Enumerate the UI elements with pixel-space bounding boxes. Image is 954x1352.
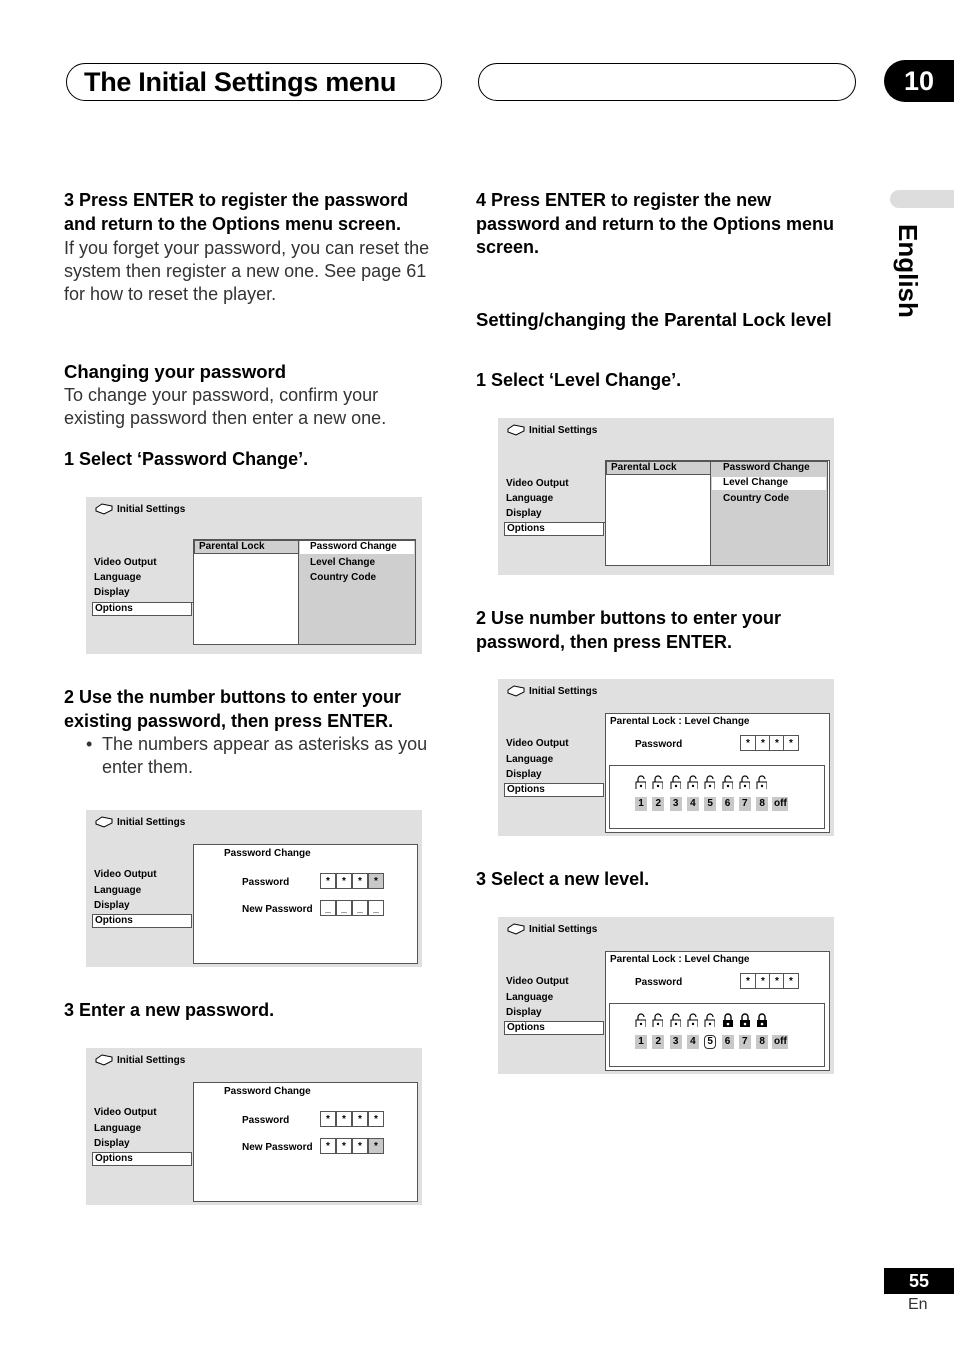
level-number[interactable]: 7 [739,1035,751,1049]
unlocked-icon [635,775,646,789]
right-step2: 2 Use number buttons to enter your password, then press ENTER. [476,608,782,652]
unlocked-icon [652,775,663,789]
osd-screen-3: Initial Settings Video Output Language Display Options Password Change Password * * * * New Password * * * * [86,1048,422,1205]
level-number[interactable]: 5 [704,1035,716,1049]
disc-icon [506,424,526,436]
side-tab [890,190,954,208]
unlocked-icon [704,775,715,789]
level-number[interactable]: off [774,1036,787,1047]
right-step3: 3 Select a new level. [476,869,650,889]
step3-body: If you forget your password, you can reset the system then register a new one. See page 61 for how to reset the player. [64,238,430,304]
changing-password-heading: Changing your password [64,361,287,382]
level-number[interactable]: 2 [652,797,664,811]
level-number[interactable]: 6 [722,797,734,811]
left-step1: 1 Select ‘Password Change’. [64,449,309,469]
unlocked-icon [722,775,733,789]
level-number[interactable]: 2 [652,1035,664,1049]
locked-icon [756,1013,767,1027]
left-step3: 3 Enter a new password. [64,1000,275,1020]
level-number[interactable]: 7 [739,797,751,811]
unlocked-icon [635,1013,646,1027]
parental-lock-heading: Setting/changing the Parental Lock level [476,309,832,330]
level-number[interactable]: 3 [670,1035,682,1049]
chapter-number: 10 [884,60,954,102]
osd-screen-1: Initial Settings Video Output Language Display Options Parental Lock Password Change Level Change Country Code [86,497,422,654]
disc-icon [506,685,526,697]
right-step1: 1 Select ‘Level Change’. [476,370,682,390]
page-title: The Initial Settings menu [84,67,397,97]
locked-icon [739,1013,750,1027]
disc-icon [94,816,114,828]
unlocked-icon [739,775,750,789]
unlocked-icon [687,775,698,789]
header-blank-frame [478,63,856,101]
bullet-dot: • [86,734,93,754]
left-step2-bullet: The numbers appear as asterisks as you enter them. [102,734,428,777]
unlocked-icon [670,1013,681,1027]
changing-password-body: To change your password, confirm your existing password then enter a new one. [64,385,387,428]
disc-icon [94,1054,114,1066]
step3-heading: 3 Press ENTER to register the password and return to the Options menu screen. [64,190,409,234]
level-number[interactable]: 6 [722,1035,734,1049]
level-number[interactable]: 8 [756,1035,768,1049]
left-step2: 2 Use the number buttons to enter your existing password, then press ENTER. [64,687,402,731]
disc-icon [506,923,526,935]
osd-screen-2: Initial Settings Video Output Language Display Options Password Change Password * * * * New Password _ _ _ _ [86,810,422,967]
osd-screen-4: Initial Settings Video Output Language Display Options Parental Lock Password Change Level Change Country Code [498,418,834,575]
level-number[interactable]: 8 [756,797,768,811]
language-label: English [893,224,923,318]
step4-heading: 4 Press ENTER to register the new password and return to the Options menu screen. [476,190,835,257]
unlocked-icon [756,775,767,789]
osd-screen-6: Initial Settings Video Output Language Display Options Parental Lock : Level Change Password * * * * 1 2 3 4 5 6 7 8 off [498,917,834,1074]
level-number[interactable]: 1 [635,1035,647,1049]
unlocked-icon [670,775,681,789]
locked-icon [722,1013,733,1027]
disc-icon [94,503,114,515]
page-language: En [908,1296,928,1313]
level-number[interactable]: off [774,798,787,809]
unlocked-icon [704,1013,715,1027]
level-number[interactable]: 3 [670,797,682,811]
level-number[interactable]: 1 [635,797,647,811]
level-number[interactable]: 5 [704,797,716,811]
page-number: 55 [884,1268,954,1294]
level-number[interactable]: 4 [687,797,699,811]
level-number[interactable]: 4 [687,1035,699,1049]
unlocked-icon [652,1013,663,1027]
osd-screen-5: Initial Settings Video Output Language Display Options Parental Lock : Level Change Password * * * * 1 2 3 4 5 6 7 8 off [498,679,834,836]
unlocked-icon [687,1013,698,1027]
